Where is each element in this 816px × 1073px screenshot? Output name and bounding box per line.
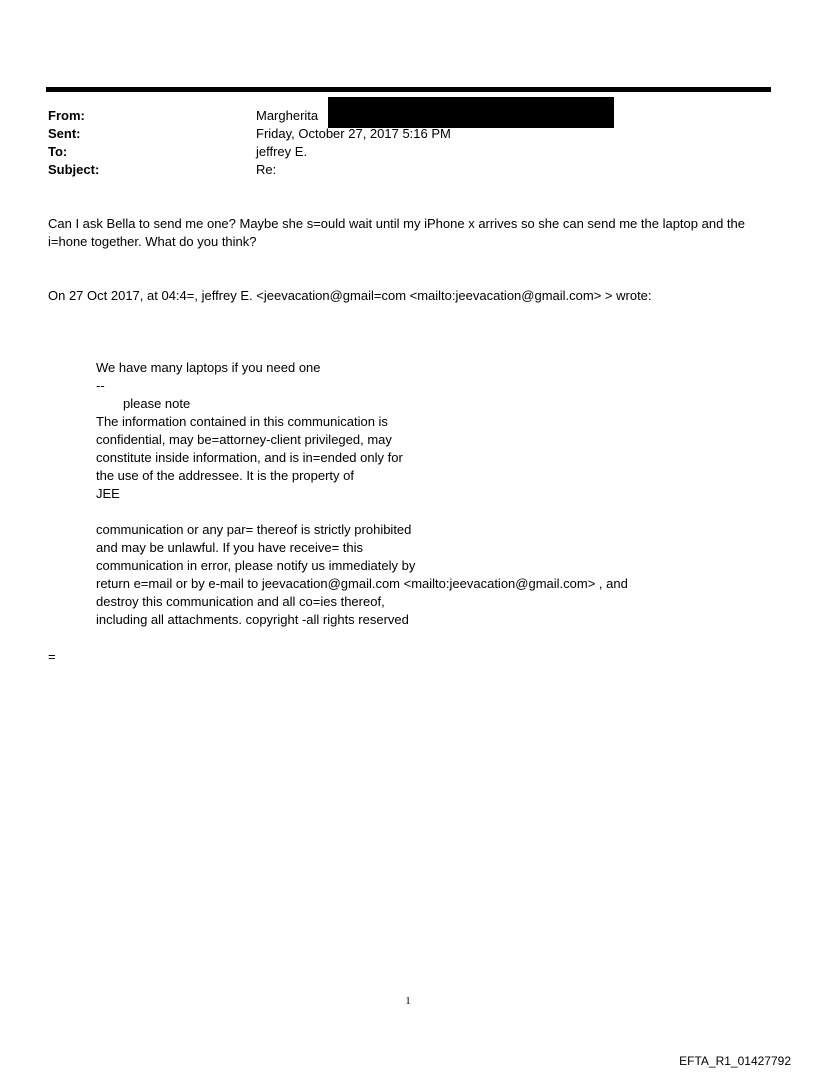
redaction-block: [328, 97, 614, 128]
page-number: 1: [405, 995, 411, 1007]
header-top-rule: [46, 87, 771, 92]
quoted-line: destroy this communication and all co=ies thereof,: [96, 594, 385, 609]
sent-label: Sent:: [48, 126, 81, 141]
quoted-line: [96, 503, 736, 521]
from-label: From:: [48, 108, 85, 123]
quoted-line: --: [96, 378, 105, 393]
quoted-line: communication or any par= thereof is strictly prohibited: [96, 522, 412, 537]
quoted-line: communication in error, please notify us immediately by: [96, 558, 416, 573]
quoted-line: JEE: [96, 486, 120, 501]
quoted-line: and may be unlawful. If you have receive= this: [96, 540, 364, 555]
quoted-line: confidential, may be=attorney-client privileged, may: [96, 432, 392, 447]
from-value: Margherita: [256, 108, 319, 123]
quoted-line: The information contained in this communication is: [96, 414, 388, 429]
to-value: jeffrey E.: [256, 144, 308, 159]
to-label: To:: [48, 144, 68, 159]
quoted-line: including all attachments. copyright -all rights reserved: [96, 612, 409, 627]
sent-value: Friday, October 27, 2017 5:16 PM: [256, 126, 451, 141]
subject-value: Re:: [256, 162, 277, 177]
bates-id: EFTA_R1_01427792: [679, 1054, 791, 1068]
quoted-line: We have many laptops if you need one: [96, 360, 321, 375]
quoted-line: please note: [123, 396, 191, 411]
trailing-mark: =: [48, 649, 56, 664]
message-body: Can I ask Bella to send me one? Maybe she s=ould wait until my iPhone x arrives so she can send me the laptop and the i=hone together. What do you think?: [48, 216, 745, 249]
reply-intro: On 27 Oct 2017, at 04:4=, jeffrey E. <jeevacation@gmail=com <mailto:jeevacation@gmail.com> > wrote:: [48, 288, 652, 303]
quoted-line: the use of the addressee. It is the property of: [96, 468, 354, 483]
subject-label: Subject:: [48, 162, 100, 177]
quoted-message: [96, 359, 736, 629]
quoted-line: return e=mail or by e-mail to jeevacation@gmail.com <mailto:jeevacation@gmail.com> , and: [96, 576, 628, 591]
quoted-line: constitute inside information, and is in=ended only for: [96, 450, 403, 465]
